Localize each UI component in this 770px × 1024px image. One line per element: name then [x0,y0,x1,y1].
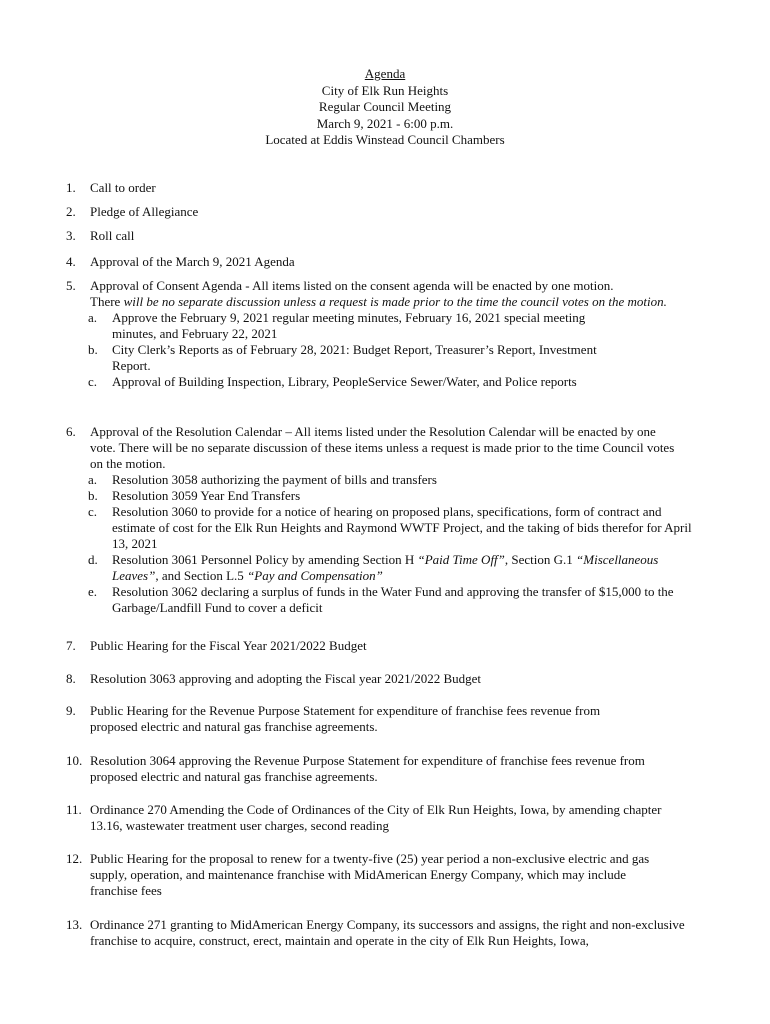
item-text-continued [90,294,726,310]
sub-item-text-italic: “Pay and Compensation” [247,568,383,583]
sub-item-text: City Clerk’s Reports as of February 28, 2021: Budget Report, Treasurer’s Report, Investment Report. [112,342,597,373]
item-number: 5. [66,278,76,293]
item-number: 12. [66,851,83,866]
agenda-item-7 [66,638,726,654]
item-number: 4. [66,254,76,269]
item-number: 2. [66,204,76,219]
sub-item-text-italic: “Miscellaneous Leaves” [112,552,659,583]
sub-item-letter: b. [88,342,98,357]
meeting-type: Regular Council Meeting [318,99,452,114]
agenda-item-4 [66,254,726,270]
sub-item-6d [88,552,708,584]
sub-item-letter: e. [88,584,98,599]
agenda-item-13 [66,917,726,949]
item-number: 10. [66,753,83,768]
sub-item-6b [88,488,672,504]
sub-item-letter: c. [88,504,98,519]
sub-item-text: Resolution 3062 declaring a surplus of funds in the Water Fund and approving the transfer of $15,000 to the Garbage/Landfill Fund to cover a deficit [112,584,674,615]
sub-item-letter: a. [88,472,98,487]
sub-item-text: Approve the February 9, 2021 regular meeting minutes, February 16, 2021 special meeting minutes, and February 22, 2021 [112,310,586,341]
sub-item-text-plain: , and Section L.5 [155,568,248,583]
sub-item-letter: a. [88,310,98,325]
item-text: Ordinance 271 granting to MidAmerican Energy Company, its successors and assigns, the right and non-exclusive franchise to acquire, construct, erect, maintain and operate in the city of Elk Run Heights, Iowa, [90,917,685,948]
city-name: City of Elk Run Heights [321,82,449,98]
agenda-item-2 [66,204,726,220]
item-number: 1. [66,180,76,195]
item-text: Resolution 3063 approving and adopting the Fiscal year 2021/2022 Budget [90,671,482,686]
sub-item-5a [88,310,622,342]
item-number: 9. [66,703,76,718]
agenda-item-1 [66,180,726,196]
sub-item-letter: d. [88,552,98,567]
sub-item-6c [88,504,708,552]
item-number: 8. [66,671,76,686]
item-text: Approval of the March 9, 2021 Agenda [90,254,295,269]
sub-item-text: Resolution 3060 to provide for a notice of hearing on proposed plans, specifications, form of contract and estimate of cost for the Elk Run Heights and Raymond WWTF Project, and the taking of bids therefor for April 13, 2021 [112,504,692,551]
agenda-item-3 [66,228,726,244]
sub-item-letter: c. [88,374,98,389]
sub-item-text-plain: , Section G.1 [504,552,577,567]
item-text: Public Hearing for the Fiscal Year 2021/2022 Budget [90,638,367,653]
sub-item-5b [88,342,632,374]
item-text-line: Approval of Consent Agenda - All items listed on the consent agenda will be enacted by one motion. [90,278,614,293]
sub-item-text: Resolution 3059 Year End Transfers [112,488,301,503]
agenda-item-8 [66,671,726,687]
agenda-header [0,66,770,149]
item-text-italic: will be no separate discussion unless a request is made prior to the time the council votes on the motion. [123,294,667,309]
agenda-item-9 [66,703,726,735]
item-text [90,278,726,310]
item-number: 6. [66,424,76,439]
sub-item-text-italic: “Paid Time Off” [417,552,505,567]
item-text: Public Hearing for the Revenue Purpose Statement for expenditure of franchise fees revenue from proposed electric and natural gas franchise agreements. [90,703,601,734]
item-number: 13. [66,917,83,932]
meeting-date: March 9, 2021 - 6:00 p.m. [316,115,454,131]
sub-item-letter: b. [88,488,98,503]
item-text: Public Hearing for the proposal to renew for a twenty-five (25) year period a non-exclusive electric and gas supply, operation, and maintenance franchise with MidAmerican Energy Company, which may include franchise fees [90,851,650,898]
agenda-item-11 [66,802,726,834]
item-number: 7. [66,638,76,653]
item-text: Approval of the Resolution Calendar – All items listed under the Resolution Calendar will be enacted by one vote. There will be no separate discussion of these items unless a request is made prior to the time Council votes on the motion. [90,424,675,471]
item-number: 11. [66,802,82,817]
agenda-item-12 [66,851,726,899]
agenda-item-5 [66,278,726,390]
item-text: Call to order [90,180,156,195]
sub-item-text: Approval of Building Inspection, Library, PeopleService Sewer/Water, and Police reports [112,374,577,389]
sub-item-text [112,552,708,584]
agenda-title: Agenda [364,66,406,81]
item-text: Ordinance 270 Amending the Code of Ordinances of the City of Elk Run Heights, Iowa, by amending chapter 13.16, wastewater treatment user charges, second reading [90,802,662,833]
sub-item-6a [88,472,672,488]
item-text: Roll call [90,228,135,243]
meeting-location: Located at Eddis Winstead Council Chambers [265,132,505,147]
item-number: 3. [66,228,76,243]
sub-item-5c [88,374,672,390]
sub-item-text-plain: Resolution 3061 Personnel Policy by amending Section H [112,552,418,567]
item-text: Pledge of Allegiance [90,204,199,219]
item-text-plain: There [90,294,124,309]
sub-item-6e [88,584,708,616]
sub-item-text: Resolution 3058 authorizing the payment of bills and transfers [112,472,437,487]
agenda-item-10 [66,753,726,785]
item-text: Resolution 3064 approving the Revenue Purpose Statement for expenditure of franchise fees revenue from proposed electric and natural gas franchise agreements. [90,753,645,784]
agenda-item-6 [66,424,726,616]
